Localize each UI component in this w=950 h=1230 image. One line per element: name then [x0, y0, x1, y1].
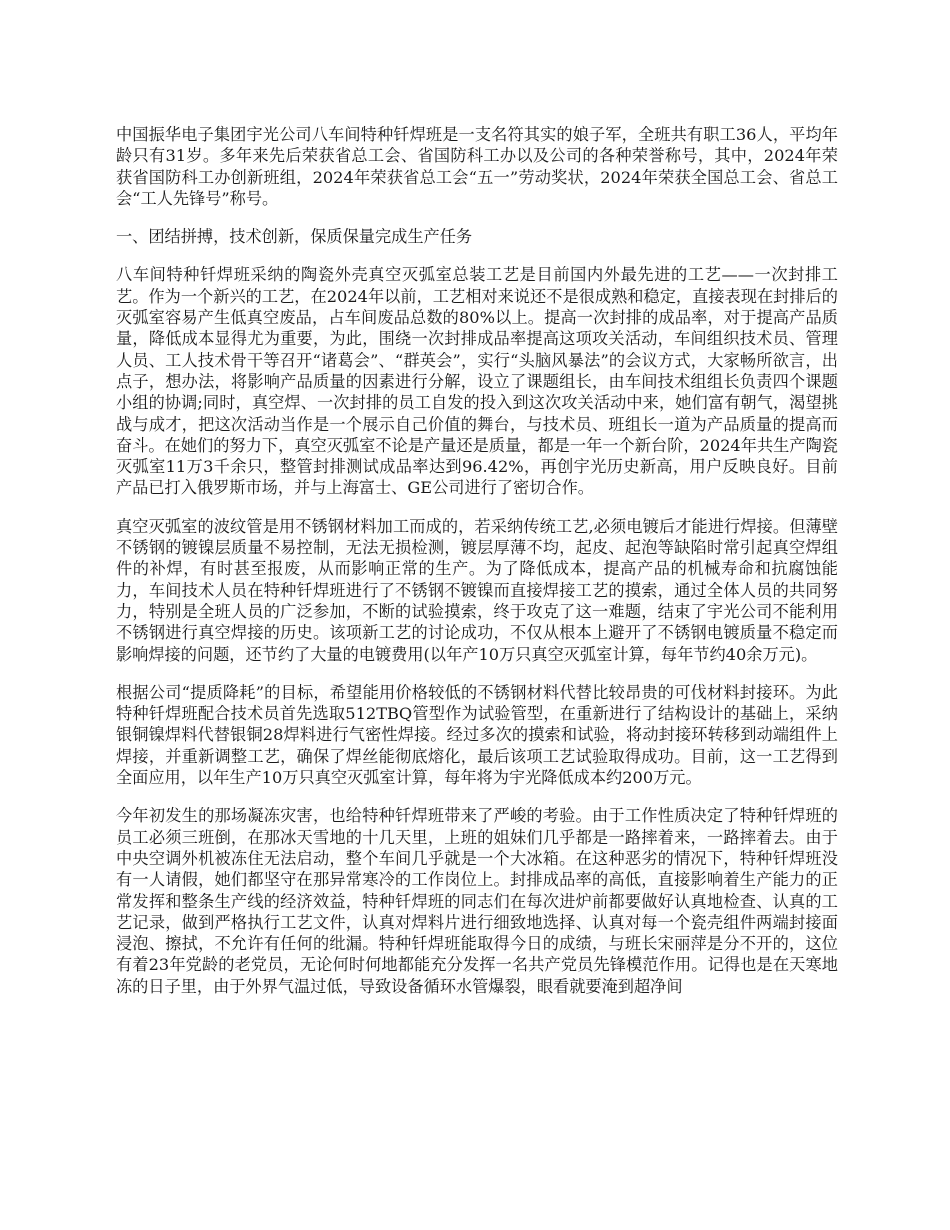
body-paragraph: 今年初发生的那场凝冻灾害，也给特种钎焊班带来了严峻的考验。由于工作性质决定了特种钎焊班的员工必须三班倒，在那冰天雪地的十几天里，上班的姐妹们几乎都是一路摔着来，一路摔着去。由于中央空调外机被冻住无法启动，整个车间几乎就是一个大冰箱。在这种恶劣的情况下，特种钎焊班没有一人请假，她们都坚守在那异常寒冷的工作岗位上。封排成品率的高低，直接影响着生产能力的正常发挥和整条生产线的经济效益，特种钎焊班的同志们在每次进炉前都要做好认真地检查、认真的工艺记录，做到严格执行工艺文件，认真对焊料片进行细致地选择、认真对每一个瓷壳组件两端封接面浸泡、擦拭，不允许有任何的纰漏。特种钎焊班能取得今日的成绩，与班长宋丽萍是分不开的，这位有着23年党龄的老党员，无论何时何地都能充分发挥一名共产党员先锋模范作用。记得也是在天寒地冻的日子里，由于外界气温过低，导致设备循环水管爆裂，眼看就要淹到超净间: [116, 806, 838, 996]
intro-paragraph: 中国振华电子集团宇光公司八车间特种钎焊班是一支名符其实的娘子军，全班共有职工36人，平均年龄只有31岁。多年来先后荣获省总工会、省国防科工办以及公司的各种荣誉称号，其中，2024年荣获省国防科工办创新班组，2024年荣获省总工会“五一”劳动奖状，2024年荣获全国总工会、省总工会“工人先锋号”称号。: [116, 125, 838, 208]
document-body: [116, 124, 838, 1014]
body-paragraph: 根据公司“提质降耗”的目标，希望能用价格较低的不锈钢材料代替比较昂贵的可伐材料封接环。为此特种钎焊班配合技术员首先选取512TBQ管型作为试验管型，在重新进行了结构设计的基础上，采纳银铜镍焊料代替银铜28焊料进行气密性焊接。经过多次的摸索和试验，将动封接环转移到动端组件上焊接，并重新调整工艺，确保了焊丝能彻底熔化，最后该项工艺试验取得成功。目前，这一工艺得到全面应用，以年生产10万只真空灭弧室计算，每年将为宇光降低成本约200万元。: [116, 682, 838, 788]
body-paragraph: 真空灭弧室的波纹管是用不锈钢材料加工而成的，若采纳传统工艺,必须电镀后才能进行焊接。但薄壁不锈钢的镀镍层质量不易控制，无法无损检测，镀层厚薄不均，起皮、起泡等缺陷时常引起真空焊组件的补焊，有时甚至报废，从而影响正常的生产。为了降低成本，提高产品的机械寿命和抗腐蚀能力，车间技术人员在特种钎焊班进行了不锈钢不镀镍而直接焊接工艺的摸索，通过全体人员的共同努力，特别是全班人员的广泛参加，不断的试验摸索，终于攻克了这一难题，结束了宇光公司不能利用不锈钢进行真空焊接的历史。该项新工艺的讨论成功，不仅从根本上避开了不锈钢电镀质量不稳定而影响焊接的问题，还节约了大量的电镀费用(以年产10万只真空灭弧室计算，每年节约40余万元)。: [116, 516, 838, 664]
body-paragraph: 八车间特种钎焊班采纳的陶瓷外壳真空灭弧室总装工艺是目前国内外最先进的工艺——一次封排工艺。作为一个新兴的工艺，在2024年以前，工艺相对来说还不是很成熟和稳定，直接表现在封排后的灭弧室容易产生低真空废品，占车间废品总数的80%以上。提高一次封排的成品率，对于提高产品质量，降低成本显得尤为重要，为此，围绕一次封排成品率提高这项攻关活动，车间组织技术员、管理人员、工人技术骨干等召开“诸葛会”、“群英会”，实行“头脑风暴法”的会议方式，大家畅所欲言，出点子，想办法，将影响产品质量的因素进行分解，设立了课题组长，由车间技术组组长负责四个课题小组的协调;同时，真空焊、一次封排的员工自发的投入到这次攻关活动中来，她们富有朝气，渴望挑战与成才，把这次活动当作是一个展示自己价值的舞台，与技术员、班组长一道为产品质量的提高而奋斗。在她们的努力下，真空灭弧室不论是产量还是质量，都是一年一个新台阶，2024年共生产陶瓷灭弧室11万3千余只，整管封排测试成品率达到96.42%，再创宇光历史新高，用户反映良好。目前产品已打入俄罗斯市场，并与上海富士、GE公司进行了密切合作。: [116, 265, 838, 498]
section-heading: 一、团结拼搏，技术创新，保质保量完成生产任务: [116, 227, 473, 247]
